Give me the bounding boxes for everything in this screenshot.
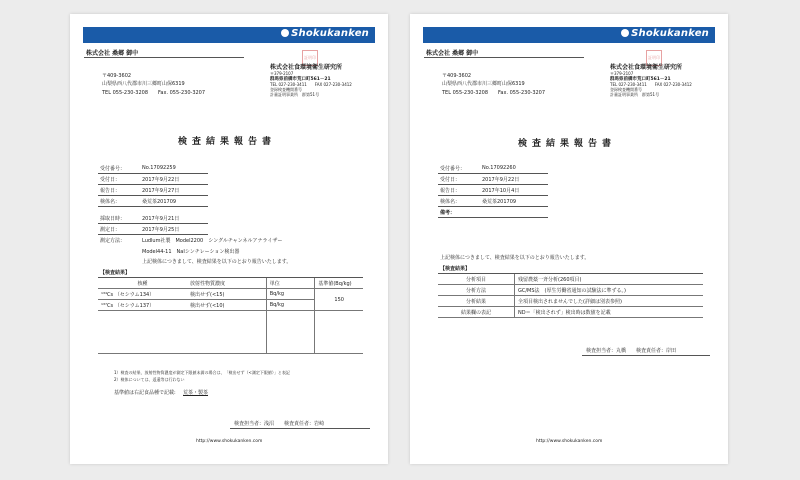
radiation-result-table bbox=[98, 278, 363, 354]
table-row bbox=[438, 296, 703, 307]
table-row bbox=[438, 285, 703, 296]
field-underline bbox=[98, 223, 208, 224]
field-label: 測定方法： bbox=[100, 238, 126, 244]
field-value: 桑荒茶201709 bbox=[482, 199, 517, 205]
table-row bbox=[98, 289, 363, 300]
table-row bbox=[438, 307, 703, 318]
field-underline bbox=[438, 173, 548, 174]
logo-mark-icon bbox=[621, 29, 629, 37]
lab-certification: 計量証明事業所 群第51号 bbox=[610, 92, 660, 97]
pesticide-result-table bbox=[438, 274, 703, 318]
field-underline bbox=[98, 195, 208, 196]
row-value: 残留農薬一斉分析(260項目) bbox=[515, 274, 704, 285]
report-page-radiation bbox=[70, 14, 388, 464]
field-label: 受付番号： bbox=[440, 166, 466, 172]
signature-underline bbox=[582, 355, 710, 356]
divider bbox=[84, 57, 244, 58]
note: 2）検体については、返還等は行わない bbox=[114, 377, 185, 382]
field-underline bbox=[98, 234, 208, 235]
field-value: Ludlum社製 Model2200 シングルチャンネルアナライザー bbox=[142, 238, 283, 244]
table-header-row bbox=[98, 278, 363, 289]
lab-phone: TEL 027-230-3411 FAX 027-230-3412 bbox=[610, 82, 692, 87]
field-value: 2017年9月27日 bbox=[142, 188, 180, 194]
lab-registration: 登録検査機関番号 bbox=[610, 87, 658, 92]
field-label: 受付日： bbox=[440, 177, 461, 183]
field-value: 2017年10月4日 bbox=[482, 188, 520, 194]
seal-stamp: 証明印 bbox=[646, 50, 662, 66]
lab-address: 群馬県前橋市荒口町561－21 bbox=[610, 77, 671, 82]
row-label: 分析結果 bbox=[438, 296, 515, 307]
concentration-cell: 検出せず(<10) bbox=[187, 300, 266, 311]
row-label: 結果欄の表記 bbox=[438, 307, 515, 318]
brand-logo: Shokukanken bbox=[281, 28, 369, 39]
table-row bbox=[438, 274, 703, 285]
row-value: GC/MS法 (厚生労働省通知の試験法に準ずる。) bbox=[515, 285, 704, 296]
field-label: 検体名： bbox=[440, 199, 461, 205]
section-heading: 【検査結果】 bbox=[440, 266, 471, 272]
field-value: 桑荒茶201709 bbox=[142, 199, 177, 205]
field-label: 受付番号： bbox=[100, 166, 126, 172]
field-value: 2017年9月21日 bbox=[142, 216, 180, 222]
standard-cell: 150 bbox=[315, 289, 363, 311]
divider bbox=[424, 57, 584, 58]
customer-name: 株式会社 桑郷 御中 bbox=[86, 50, 139, 57]
basis-value: 荒茶・製茶 bbox=[183, 390, 209, 396]
customer-phone: TEL 055-230-3208 Fax. 055-230-3207 bbox=[442, 90, 546, 96]
customer-postal: 〒409-3602 bbox=[442, 73, 472, 79]
signature-underline bbox=[230, 428, 370, 429]
field-value: 2017年9月22日 bbox=[142, 177, 180, 183]
intro-text: 上記検体につきまして、検査結果を以下のとおり報告いたします。 bbox=[440, 255, 590, 261]
field-label: 検体名： bbox=[100, 199, 121, 205]
unit-cell: Bq/kg bbox=[266, 300, 315, 311]
field-value: 2017年9月25日 bbox=[142, 227, 180, 233]
field-label: 報告日： bbox=[100, 188, 121, 194]
row-label: 分析方法 bbox=[438, 285, 515, 296]
signature-line: 検査担当者：浅沼 検査責任者：岩崎 bbox=[234, 421, 325, 427]
customer-name: 株式会社 桑郷 御中 bbox=[426, 50, 479, 57]
field-underline bbox=[438, 206, 548, 207]
lab-address: 群馬県前橋市荒口町561－21 bbox=[270, 77, 331, 82]
lab-phone: TEL 027-230-3411 FAX 027-230-3412 bbox=[270, 82, 352, 87]
footer-url[interactable]: http://www.shokukanken.com bbox=[196, 439, 263, 444]
basis-label: 基準値は右記食品種で記載: bbox=[114, 390, 176, 396]
row-value: 全項目検出されませんでした(詳細は別表参照) bbox=[515, 296, 704, 307]
concentration-cell: 検出せず(<15) bbox=[187, 289, 266, 300]
field-label: 備考： bbox=[440, 210, 456, 216]
nuclide-cell: ¹³⁴Cs （セシウム134） bbox=[98, 289, 187, 300]
header-cell: 放射性物質濃度 bbox=[187, 278, 266, 289]
unit-cell: Bq/kg bbox=[266, 289, 315, 300]
row-label: 分析項目 bbox=[438, 274, 515, 285]
field-value: No.17092260 bbox=[482, 165, 516, 171]
section-heading: 【検査結果】 bbox=[100, 270, 131, 276]
header-cell: 単位 bbox=[266, 278, 315, 289]
seal-stamp: 証明印 bbox=[302, 50, 318, 66]
field-label: 受付日： bbox=[100, 177, 121, 183]
table-spacer-row bbox=[98, 311, 363, 354]
field-underline bbox=[438, 195, 548, 196]
method-detector: Model44-11 NaIシンチレーション検出器 bbox=[142, 249, 240, 255]
lab-certification: 計量証明事業所 群第51号 bbox=[270, 92, 320, 97]
lab-name: 株式会社食環境衛生研究所 bbox=[270, 64, 343, 71]
header-banner bbox=[83, 27, 375, 43]
field-value: No.17092259 bbox=[142, 165, 176, 171]
footer-url[interactable]: http://www.shokukanken.com bbox=[536, 439, 603, 444]
signature-line: 検査担当者：丸橋 検査責任者：岸田 bbox=[586, 348, 677, 354]
lab-postal: 〒379-2107 bbox=[270, 71, 294, 76]
report-page-pesticide bbox=[410, 14, 728, 464]
field-underline bbox=[98, 173, 208, 174]
field-underline bbox=[438, 184, 548, 185]
field-label: 報告日： bbox=[440, 188, 461, 194]
brand-logo: Shokukanken bbox=[621, 28, 709, 39]
nuclide-cell: ¹³⁷Cs （セシウム137） bbox=[98, 300, 187, 311]
row-value: ND＝「検出されず」検出時は数値を記載 bbox=[515, 307, 704, 318]
customer-address: 山梨県西八代郡市川三郷町山保6319 bbox=[102, 81, 185, 87]
header-cell: 基準値(Bq/kg) bbox=[315, 278, 363, 289]
field-label: 採取日時： bbox=[100, 216, 126, 222]
field-label: 測定日： bbox=[100, 227, 121, 233]
customer-address: 山梨県西八代郡市川三郷町山保6319 bbox=[442, 81, 525, 87]
customer-phone: TEL 055-230-3208 Fax. 055-230-3207 bbox=[102, 90, 206, 96]
lab-name: 株式会社食環境衛生研究所 bbox=[610, 64, 683, 71]
intro-text: 上記検体につきまして、検査結果を以下のとおり報告いたします。 bbox=[142, 259, 292, 265]
field-underline bbox=[98, 184, 208, 185]
report-title: 検査結果報告書 bbox=[178, 137, 277, 147]
field-underline bbox=[98, 206, 208, 207]
header-cell: 核種 bbox=[98, 278, 187, 289]
report-title: 検査結果報告書 bbox=[518, 139, 617, 149]
lab-registration: 登録検査機関番号 bbox=[270, 87, 318, 92]
logo-mark-icon bbox=[281, 29, 289, 37]
field-value: 2017年9月22日 bbox=[482, 177, 520, 183]
customer-postal: 〒409-3602 bbox=[102, 73, 132, 79]
field-underline bbox=[438, 217, 548, 218]
header-banner bbox=[423, 27, 715, 43]
lab-postal: 〒379-2107 bbox=[610, 71, 634, 76]
note: 1）検査の結果、放射性物質濃度が測定下限値未満の場合は、「検出せず（<測定下限値）」と表記 bbox=[114, 370, 290, 375]
